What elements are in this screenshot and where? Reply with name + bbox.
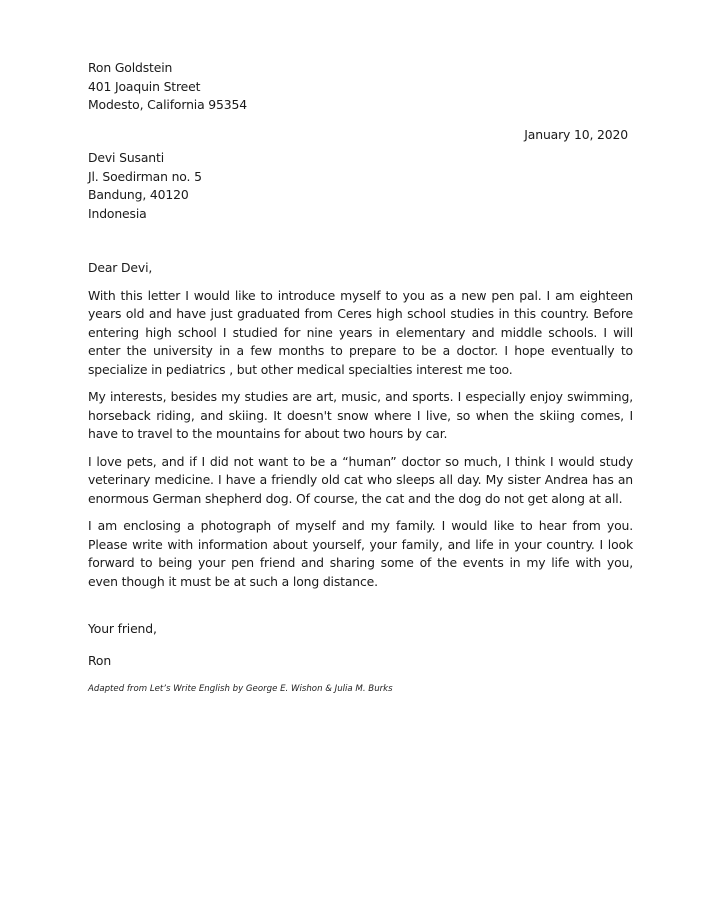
signature: Ron [88, 652, 112, 668]
recipient-street: Jl. Soedirman no. 5 [88, 168, 202, 184]
sender-name: Ron Goldstein [88, 60, 173, 75]
recipient-city: Bandung, 40120 [88, 187, 189, 202]
body-paragraph: My interests, besides my studies are art, music, and sports. I especially enjoy swimming, horseback riding, and skiing. It doesn't snow where I live, so when the skiing comes, I have to travel to the mountains for about two hours by car. [88, 389, 633, 441]
body-paragraph: I love pets, and if I did not want to be a “human” doctor so much, I think I would study veterinary medicine. I have a friendly old cat who sleeps all day. My sister Andrea has an enormous German shepherd dog. Of course, the cat and the dog do not get along at all. [88, 453, 633, 506]
body-paragraph: With this letter I would like to introduce myself to you as a new pen pal. I am eighteen years old and have just graduated from Ceres high school studies in this country. Before entering high school I studied for nine years in elementary and middle schools. I will enter the university in a few months to prepare to be a doctor. I hope eventually to specialize in pediatrics , but other medical specialties interest me too. [88, 287, 633, 377]
closing: Your friend, [88, 621, 157, 636]
sender-address [88, 59, 633, 115]
source-credit: Adapted from Let’s Write English by George E. Wishon & Julia M. Burks [88, 684, 393, 694]
recipient-address [88, 149, 633, 223]
recipient-name: Devi Susanti [88, 150, 164, 165]
sender-city: Modesto, California 95354 [88, 97, 247, 112]
letter-date: January 10, 2020 [524, 126, 628, 142]
sender-street: 401 Joaquin Street [88, 78, 201, 94]
body-paragraph: I am enclosing a photograph of myself and my family. I would like to hear from you. Please write with information about yourself, your family, and life in your country. I look forward to being your pen friend and sharing some of the events in my life with you, even though it must be at such a long distance. [88, 518, 633, 589]
recipient-country: Indonesia [88, 205, 147, 221]
salutation: Dear Devi, [88, 260, 153, 275]
